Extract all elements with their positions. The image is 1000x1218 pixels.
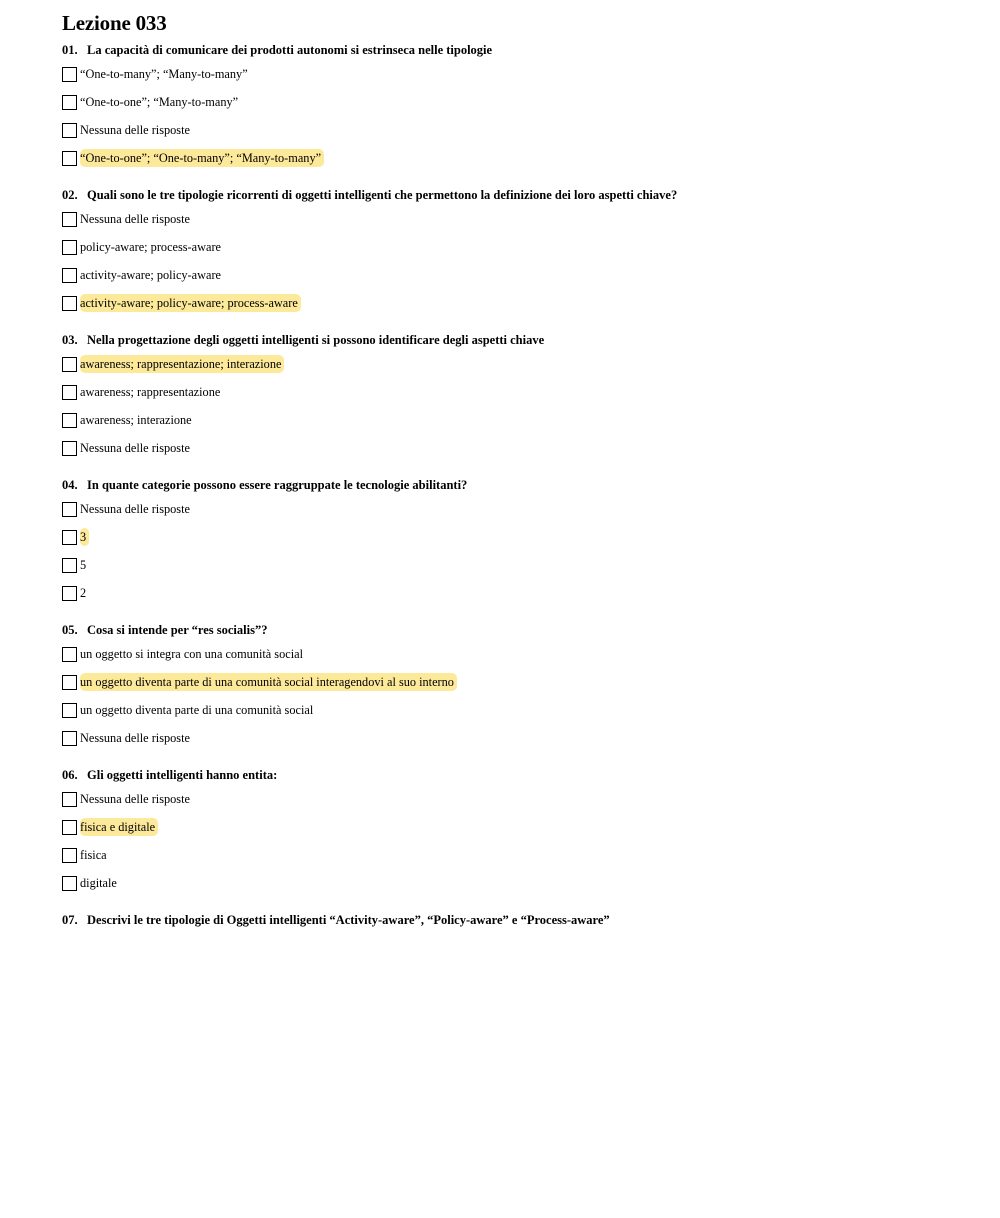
answer-label: Nessuna delle risposte — [80, 731, 190, 745]
answer-checkbox[interactable] — [62, 647, 77, 662]
answer-checkbox[interactable] — [62, 67, 77, 82]
answer-checkbox[interactable] — [62, 151, 77, 166]
question-text: Quali sono le tre tipologie ricorrenti di oggetti intelligenti che permettono la definizione dei loro aspetti chiave? — [87, 188, 678, 202]
answer-option[interactable] — [62, 94, 962, 110]
answer-label: un oggetto diventa parte di una comunità social — [80, 703, 314, 717]
answer-option[interactable] — [62, 819, 962, 835]
answer-checkbox[interactable] — [62, 268, 77, 283]
highlighted-answer-label: 3 — [80, 528, 89, 546]
answer-label: un oggetto si integra con una comunità social — [80, 647, 303, 661]
answer-option[interactable] — [62, 529, 962, 545]
answer-option[interactable] — [62, 875, 962, 891]
answer-option[interactable] — [62, 66, 962, 82]
page-title: Lezione 033 — [62, 11, 167, 35]
answer-option[interactable] — [62, 150, 962, 166]
question-1 — [62, 43, 962, 166]
question-heading — [62, 913, 962, 928]
question-text: La capacità di comunicare dei prodotti autonomi si estrinseca nelle tipologie — [87, 43, 493, 57]
answer-option[interactable] — [62, 239, 962, 255]
answer-checkbox[interactable] — [62, 296, 77, 311]
question-5 — [62, 623, 962, 746]
answer-checkbox[interactable] — [62, 820, 77, 835]
answer-checkbox[interactable] — [62, 586, 77, 601]
answer-option[interactable] — [62, 412, 962, 428]
answer-label: Nessuna delle risposte — [80, 792, 190, 806]
question-4 — [62, 478, 962, 601]
answer-checkbox[interactable] — [62, 558, 77, 573]
highlighted-answer-label: “One-to-one”; “One-to-many”; “Many-to-many” — [80, 149, 324, 167]
answer-option[interactable] — [62, 440, 962, 456]
answer-checkbox[interactable] — [62, 731, 77, 746]
question-heading — [62, 188, 962, 203]
answer-option[interactable] — [62, 557, 962, 573]
answer-option[interactable] — [62, 501, 962, 517]
answer-label: activity-aware; policy-aware — [80, 268, 221, 282]
answer-option[interactable] — [62, 295, 962, 311]
question-text: In quante categorie possono essere raggruppate le tecnologie abilitanti? — [87, 478, 468, 492]
answer-checkbox[interactable] — [62, 357, 77, 372]
answer-option[interactable] — [62, 267, 962, 283]
answer-option[interactable] — [62, 646, 962, 662]
answer-checkbox[interactable] — [62, 441, 77, 456]
answer-checkbox[interactable] — [62, 848, 77, 863]
question-heading — [62, 478, 962, 493]
question-text: Nella progettazione degli oggetti intelligenti si possono identificare degli aspetti chiave — [87, 333, 545, 347]
question-number: 03. — [62, 333, 78, 347]
answer-option[interactable] — [62, 211, 962, 227]
answer-list — [62, 356, 962, 456]
answer-list — [62, 66, 962, 166]
answer-option[interactable] — [62, 356, 962, 372]
answer-option[interactable] — [62, 702, 962, 718]
answer-label: awareness; rappresentazione — [80, 385, 221, 399]
highlighted-answer-label: activity-aware; policy-aware; process-aware — [80, 294, 301, 312]
answer-checkbox[interactable] — [62, 876, 77, 891]
answer-list — [62, 501, 962, 601]
answer-checkbox[interactable] — [62, 675, 77, 690]
highlighted-answer-label: un oggetto diventa parte di una comunità social interagendovi al suo interno — [80, 673, 457, 691]
answer-option[interactable] — [62, 730, 962, 746]
answer-checkbox[interactable] — [62, 123, 77, 138]
answer-checkbox[interactable] — [62, 792, 77, 807]
answer-checkbox[interactable] — [62, 385, 77, 400]
question-heading — [62, 623, 962, 638]
answer-label: fisica — [80, 848, 107, 862]
question-heading — [62, 768, 962, 783]
question-number: 01. — [62, 43, 78, 57]
answer-option[interactable] — [62, 847, 962, 863]
answer-list — [62, 646, 962, 746]
question-heading — [62, 43, 962, 58]
question-list — [62, 43, 962, 928]
answer-option[interactable] — [62, 585, 962, 601]
question-number: 04. — [62, 478, 78, 492]
answer-checkbox[interactable] — [62, 212, 77, 227]
answer-label: 2 — [80, 586, 87, 600]
question-number: 05. — [62, 623, 78, 637]
question-3 — [62, 333, 962, 456]
highlighted-answer-label: fisica e digitale — [80, 818, 158, 836]
question-number: 06. — [62, 768, 78, 782]
question-text: Descrivi le tre tipologie di Oggetti intelligenti “Activity-aware”, “Policy-aware” e “Process-aware” — [87, 913, 610, 927]
answer-label: “One-to-many”; “Many-to-many” — [80, 67, 248, 81]
quiz-page — [62, 10, 962, 928]
question-heading — [62, 333, 962, 348]
answer-label: “One-to-one”; “Many-to-many” — [80, 95, 239, 109]
answer-option[interactable] — [62, 384, 962, 400]
answer-checkbox[interactable] — [62, 703, 77, 718]
answer-label: policy-aware; process-aware — [80, 240, 221, 254]
answer-label: awareness; interazione — [80, 413, 192, 427]
answer-option[interactable] — [62, 791, 962, 807]
answer-checkbox[interactable] — [62, 413, 77, 428]
answer-list — [62, 791, 962, 891]
answer-label: 5 — [80, 558, 87, 572]
question-number: 02. — [62, 188, 78, 202]
answer-label: Nessuna delle risposte — [80, 441, 190, 455]
question-6 — [62, 768, 962, 891]
answer-checkbox[interactable] — [62, 240, 77, 255]
question-text: Gli oggetti intelligenti hanno entita: — [87, 768, 278, 782]
answer-checkbox[interactable] — [62, 530, 77, 545]
answer-label: Nessuna delle risposte — [80, 502, 190, 516]
answer-option[interactable] — [62, 122, 962, 138]
answer-label: digitale — [80, 876, 117, 890]
answer-checkbox[interactable] — [62, 502, 77, 517]
answer-option[interactable] — [62, 674, 962, 690]
question-7 — [62, 913, 962, 928]
answer-label: Nessuna delle risposte — [80, 212, 190, 226]
question-text: Cosa si intende per “res socialis”? — [87, 623, 268, 637]
answer-list — [62, 211, 962, 311]
highlighted-answer-label: awareness; rappresentazione; interazione — [80, 355, 284, 373]
question-2 — [62, 188, 962, 311]
answer-checkbox[interactable] — [62, 95, 77, 110]
answer-label: Nessuna delle risposte — [80, 123, 190, 137]
question-number: 07. — [62, 913, 78, 927]
